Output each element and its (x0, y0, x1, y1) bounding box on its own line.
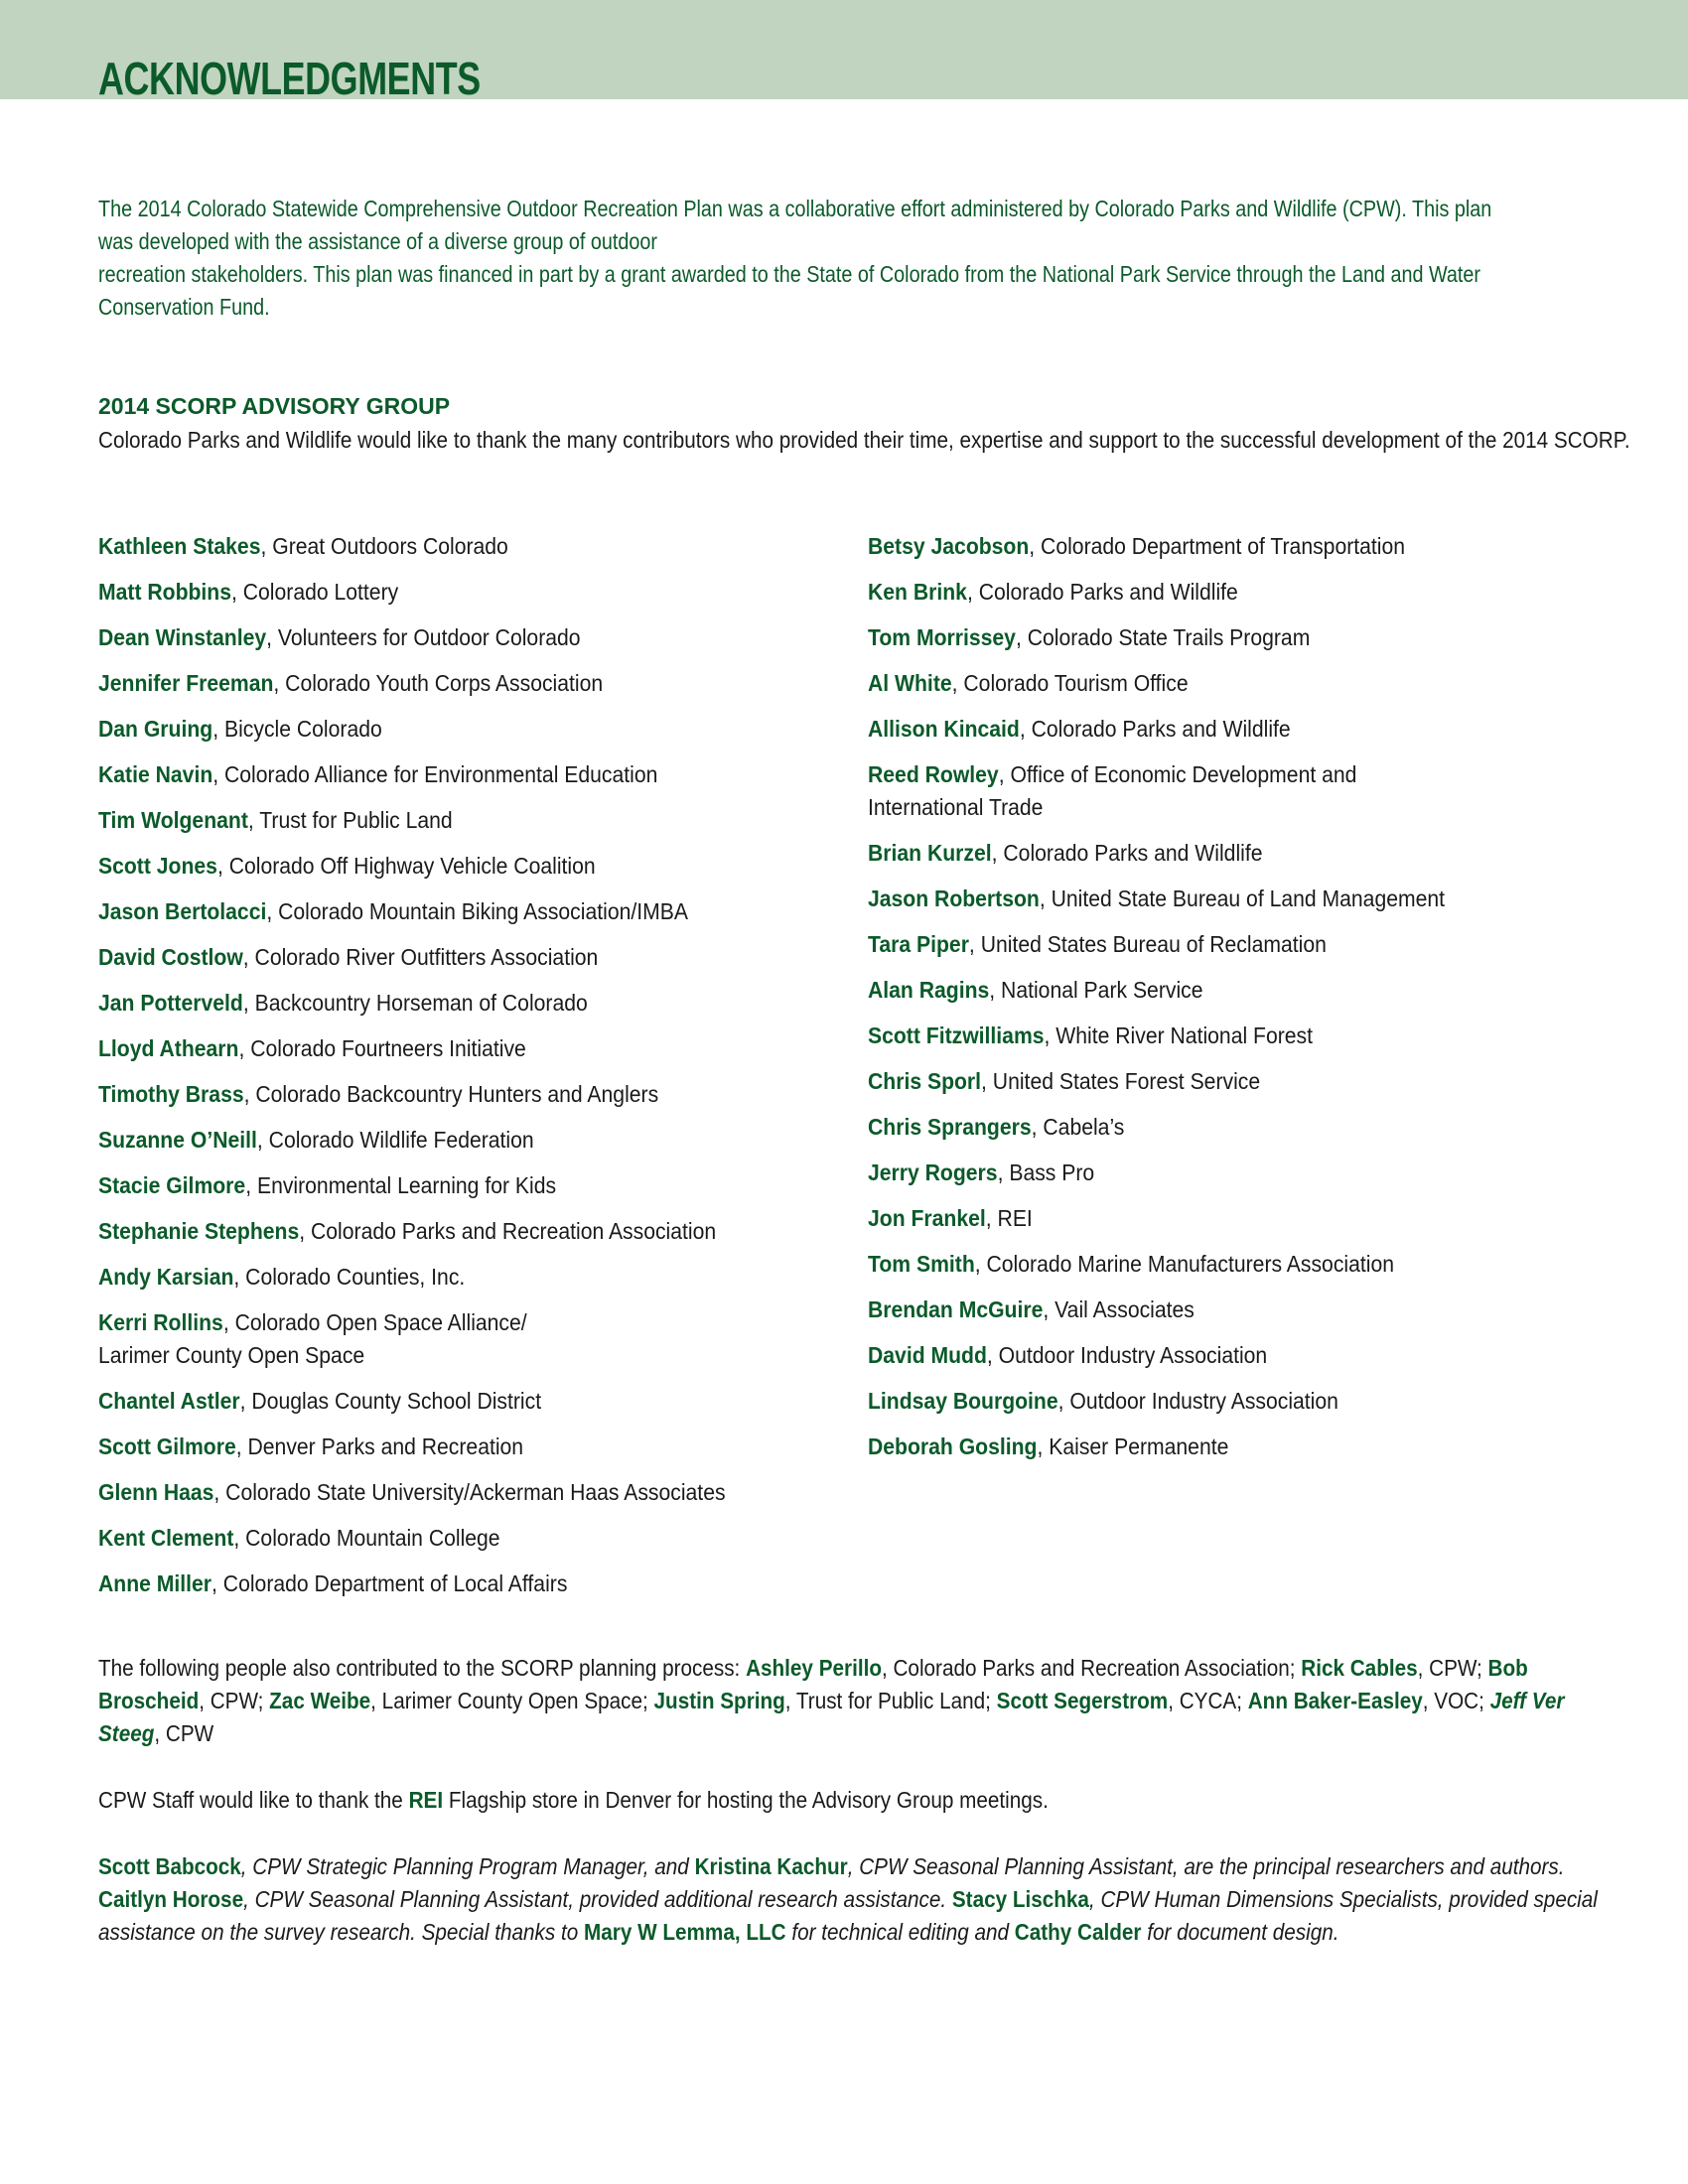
advisory-member (868, 1157, 1445, 1189)
member-name: Deborah Gosling (868, 1433, 1038, 1459)
contributor-name: Scott Segerstrom (996, 1688, 1169, 1713)
advisory-member (868, 1248, 1445, 1281)
member-organization: , Environmental Learning for Kids (245, 1172, 557, 1198)
contributor-organization: , VOC; (1422, 1688, 1490, 1713)
member-organization: , Great Outdoors Colorado (260, 533, 508, 559)
advisory-member (98, 576, 726, 609)
member-organization: , Outdoor Industry Association (1057, 1388, 1338, 1414)
member-organization: , Colorado Parks and Recreation Association (299, 1218, 717, 1244)
advisory-member (98, 530, 726, 563)
member-organization-continued: International Trade (868, 794, 1044, 820)
author-name: Scott Babcock (98, 1853, 241, 1879)
contributor-organization: , Colorado Parks and Recreation Association; (881, 1655, 1302, 1681)
member-organization: , Colorado Wildlife Federation (256, 1127, 534, 1153)
member-organization: , Colorado Marine Manufacturers Association (974, 1251, 1394, 1277)
advisory-member (868, 837, 1445, 870)
author-role-text: , CPW Seasonal Planning Assistant, provided additional research assistance. (243, 1886, 952, 1912)
advisory-member (98, 758, 726, 791)
advisory-member (868, 883, 1445, 915)
advisory-member (98, 941, 726, 974)
member-name: Jason Robertson (868, 886, 1040, 911)
member-organization: , United States Bureau of Reclamation (968, 931, 1327, 957)
advisory-member (98, 667, 726, 700)
author-name: Caitlyn Horose (98, 1886, 244, 1912)
member-organization: , Denver Parks and Recreation (235, 1433, 524, 1459)
member-name: Scott Jones (98, 853, 217, 879)
member-name: Tim Wolgenant (98, 807, 248, 833)
member-organization: , Outdoor Industry Association (986, 1342, 1268, 1368)
member-name: Chantel Astler (98, 1388, 240, 1414)
author-role-text: , CPW Seasonal Planning Assistant, are the principal researchers and authors. (847, 1853, 1565, 1879)
member-organization: , Colorado Alliance for Environmental Education (212, 761, 658, 787)
contributor-organization: , CYCA; (1168, 1688, 1248, 1713)
member-name: Al White (868, 670, 952, 696)
advisory-member (98, 1522, 726, 1555)
member-name: Allison Kincaid (868, 716, 1020, 742)
advisory-member (868, 974, 1445, 1007)
member-organization: , Colorado Lottery (231, 579, 399, 605)
author-name: Stacy Lischka (951, 1886, 1089, 1912)
contributor-organization: , CPW (154, 1720, 214, 1746)
member-name: Scott Gilmore (98, 1433, 236, 1459)
advisory-member (98, 1078, 726, 1111)
member-organization: , Colorado Parks and Wildlife (1019, 716, 1291, 742)
member-name: Dean Winstanley (98, 624, 267, 650)
member-organization: , Colorado Mountain College (233, 1525, 500, 1551)
member-name: Dan Gruing (98, 716, 213, 742)
advisory-member (98, 1385, 726, 1418)
intro-line: was developed with the assistance of a diverse group of outdoor (98, 228, 657, 254)
member-organization: , United States Forest Service (981, 1068, 1261, 1094)
member-name: Stephanie Stephens (98, 1218, 300, 1244)
member-organization: , Colorado Fourtneers Initiative (238, 1035, 526, 1061)
member-organization: , Volunteers for Outdoor Colorado (266, 624, 581, 650)
member-name: Jennifer Freeman (98, 670, 274, 696)
member-organization: , White River National Forest (1044, 1023, 1314, 1048)
member-organization: , Colorado Department of Local Affairs (211, 1570, 568, 1596)
advisory-member (868, 621, 1445, 654)
advisory-member (98, 1306, 726, 1372)
member-organization: , Colorado State University/Ackerman Haas Associates (213, 1479, 726, 1505)
advisory-member (98, 895, 726, 928)
advisory-group-heading: 2014 SCORP ADVISORY GROUP (98, 393, 451, 419)
member-name: Tara Piper (868, 931, 969, 957)
advisory-member (868, 530, 1445, 563)
contributor-organization: , CPW; (1417, 1655, 1488, 1681)
member-name: Alan Ragins (868, 977, 990, 1003)
advisory-member (98, 1215, 726, 1248)
author-role-text: for document design. (1141, 1919, 1339, 1945)
advisory-member (868, 1339, 1445, 1372)
author-role-text: for technical editing and (785, 1919, 1015, 1945)
member-name: Tom Morrissey (868, 624, 1016, 650)
member-organization: , Colorado Parks and Wildlife (966, 579, 1238, 605)
member-name: Suzanne O’Neill (98, 1127, 257, 1153)
advisory-group-description: Colorado Parks and Wildlife would like to thank the many contributors who provided their time, expertise and support to the successful development of the 2014 SCORP. (98, 427, 1630, 453)
contributors-lead: The following people also contributed to the SCORP planning process: (98, 1655, 747, 1681)
member-organization: , Vail Associates (1043, 1297, 1195, 1322)
advisory-member (98, 1124, 726, 1157)
contributor-organization: , Trust for Public Land; (784, 1688, 997, 1713)
advisory-member (98, 1431, 726, 1463)
advisory-member (98, 1476, 726, 1509)
member-name: Brendan McGuire (868, 1297, 1044, 1322)
member-name: Timothy Brass (98, 1081, 244, 1107)
member-organization: , Colorado Backcountry Hunters and Anglers (243, 1081, 659, 1107)
contributor-name: Ashley Perillo (746, 1655, 882, 1681)
advisory-member (868, 1202, 1445, 1235)
intro-line: recreation stakeholders. This plan was financed in part by a grant awarded to the State of Colorado from the National Park Service through the Land and Water (98, 261, 1480, 287)
member-organization: , Colorado Tourism Office (951, 670, 1189, 696)
member-organization: , Trust for Public Land (247, 807, 453, 833)
advisory-member (98, 1032, 726, 1065)
rei-before: CPW Staff would like to thank the (98, 1787, 409, 1813)
advisory-member (868, 576, 1445, 609)
advisory-member (868, 667, 1445, 700)
intro-line: Conservation Fund. (98, 294, 270, 320)
member-organization: , Colorado Mountain Biking Association/IMBA (266, 898, 688, 924)
member-name: Glenn Haas (98, 1479, 214, 1505)
member-organization: , Colorado Youth Corps Association (273, 670, 604, 696)
member-organization: , Colorado Open Space Alliance/ (222, 1309, 527, 1335)
member-name: Anne Miller (98, 1570, 212, 1596)
member-organization: , Douglas County School District (239, 1388, 542, 1414)
member-organization: , Colorado Department of Transportation (1029, 533, 1406, 559)
contributor-name: Bob Broscheid (98, 1655, 1528, 1713)
member-organization-continued: Larimer County Open Space (98, 1342, 365, 1368)
member-organization: , Kaiser Permanente (1037, 1433, 1229, 1459)
advisory-member (98, 987, 726, 1020)
member-name: Ken Brink (868, 579, 967, 605)
member-name: Lindsay Bourgoine (868, 1388, 1058, 1414)
member-organization: , Colorado River Outfitters Association (242, 944, 599, 970)
contributor-name: Justin Spring (653, 1688, 785, 1713)
member-name: Kent Clement (98, 1525, 234, 1551)
intro-paragraph (98, 193, 1567, 324)
contributor-name: Rick Cables (1301, 1655, 1418, 1681)
advisory-member (98, 713, 726, 746)
author-name: Cathy Calder (1014, 1919, 1142, 1945)
member-name: Andy Karsian (98, 1264, 234, 1290)
advisory-member (868, 1294, 1445, 1326)
rei-after: Flagship store in Denver for hosting the Advisory Group meetings. (443, 1787, 1049, 1813)
member-name: David Costlow (98, 944, 243, 970)
member-organization: , Colorado State Trails Program (1015, 624, 1311, 650)
author-name: Mary W Lemma, LLC (584, 1919, 786, 1945)
member-name: Jason Bertolacci (98, 898, 267, 924)
member-name: Matt Robbins (98, 579, 232, 605)
member-name: Tom Smith (868, 1251, 975, 1277)
author-role-text: , CPW Strategic Planning Program Manager, and (240, 1853, 695, 1879)
advisory-member (98, 850, 726, 883)
member-organization: , Bicycle Colorado (212, 716, 382, 742)
member-name: Jan Potterveld (98, 990, 243, 1016)
member-organization: , Cabela’s (1031, 1114, 1125, 1140)
member-name: David Mudd (868, 1342, 987, 1368)
rei-highlight: REI (408, 1787, 444, 1813)
member-name: Betsy Jacobson (868, 533, 1030, 559)
member-name: Reed Rowley (868, 761, 999, 787)
member-organization: , Bass Pro (997, 1160, 1095, 1185)
author-role-text: , CPW Human Dimensions Specialists, provided special assistance on the survey research. Special thanks to (98, 1886, 1598, 1945)
member-organization: , Colorado Off Highway Vehicle Coalition (216, 853, 596, 879)
member-name: Brian Kurzel (868, 840, 992, 866)
advisory-member (868, 928, 1445, 961)
member-name: Jon Frankel (868, 1205, 986, 1231)
contributor-name: Jeff Ver Steeg (98, 1688, 1565, 1746)
member-organization: , United State Bureau of Land Management (1039, 886, 1446, 911)
contributor-organization: , CPW; (199, 1688, 270, 1713)
member-name: Kerri Rollins (98, 1309, 223, 1335)
advisory-member (868, 713, 1445, 746)
member-organization: , Backcountry Horseman of Colorado (242, 990, 588, 1016)
member-organization: , Office of Economic Development and (998, 761, 1357, 787)
contributor-name: Zac Weibe (269, 1688, 371, 1713)
member-organization: , Colorado Counties, Inc. (233, 1264, 466, 1290)
advisory-member (868, 758, 1445, 824)
page-title: ACKNOWLEDGMENTS (98, 53, 481, 104)
contributor-organization: , Larimer County Open Space; (370, 1688, 654, 1713)
advisory-member (868, 1385, 1445, 1418)
advisory-member (98, 621, 726, 654)
advisory-member (98, 1169, 726, 1202)
other-contributors-paragraph (98, 1652, 1618, 1750)
advisory-member (868, 1020, 1445, 1052)
member-name: Jerry Rogers (868, 1160, 998, 1185)
advisory-member (868, 1065, 1445, 1098)
member-name: Katie Navin (98, 761, 213, 787)
author-name: Kristina Kachur (694, 1853, 848, 1879)
member-organization: , National Park Service (989, 977, 1203, 1003)
member-name: Kathleen Stakes (98, 533, 261, 559)
advisory-list-right (868, 530, 1495, 1476)
authors-paragraph (98, 1850, 1618, 1949)
member-organization: , REI (985, 1205, 1033, 1231)
intro-line: The 2014 Colorado Statewide Comprehensive Outdoor Recreation Plan was a collaborative effort administered by Colorado Parks and Wildlife (CPW). This plan (98, 196, 1492, 221)
member-name: Scott Fitzwilliams (868, 1023, 1045, 1048)
member-name: Chris Sprangers (868, 1114, 1032, 1140)
advisory-member (868, 1111, 1445, 1144)
advisory-list-left (98, 530, 779, 1613)
advisory-member (98, 804, 726, 837)
member-name: Stacie Gilmore (98, 1172, 246, 1198)
member-name: Lloyd Athearn (98, 1035, 239, 1061)
advisory-member (98, 1261, 726, 1294)
rei-thanks-paragraph (98, 1784, 1618, 1817)
advisory-member (868, 1431, 1445, 1463)
advisory-member (98, 1568, 726, 1600)
contributor-name: Ann Baker-Easley (1247, 1688, 1423, 1713)
member-organization: , Colorado Parks and Wildlife (991, 840, 1263, 866)
member-name: Chris Sporl (868, 1068, 982, 1094)
